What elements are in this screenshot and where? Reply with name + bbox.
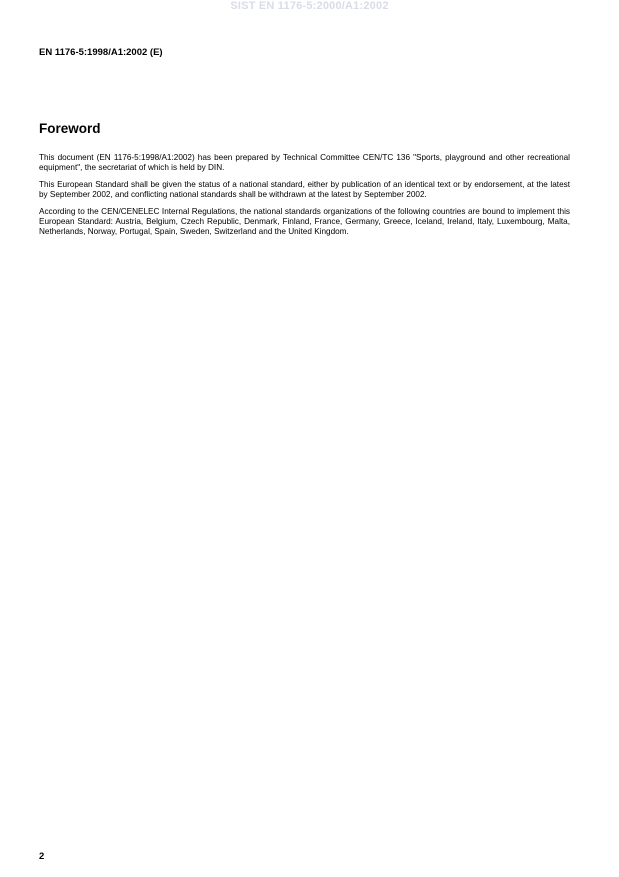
foreword-paragraph: According to the CEN/CENELEC Internal Regulations, the national standards organizations of the following countries are bound to implement this European Standard: Austria, Belgium, Czech Republic, Denmark, Finland, France, Germany, Greece, Iceland, Ireland, Italy, Luxembourg, Malta, Netherlands, Norway, Portugal, Spain, Sweden, Switzerland and the United Kingdom. [39,207,570,236]
foreword-paragraph: This European Standard shall be given the status of a national standard, either by publication of an identical text or by endorsement, at the latest by September 2002, and conflicting national standards shall be withdrawn at the latest by September 2002. [39,180,570,199]
page-number: 2 [39,851,45,862]
foreword-heading: Foreword [39,121,101,136]
watermark-text: SIST EN 1176-5:2000/A1:2002 [230,0,389,12]
document-id-header: EN 1176-5:1998/A1:2002 (E) [39,47,163,58]
foreword-body [39,153,570,244]
foreword-paragraph: This document (EN 1176-5:1998/A1:2002) has been prepared by Technical Committee CEN/TC 136 "Sports, playground and other recreational equipment", the secretariat of which is held by DIN. [39,153,570,172]
